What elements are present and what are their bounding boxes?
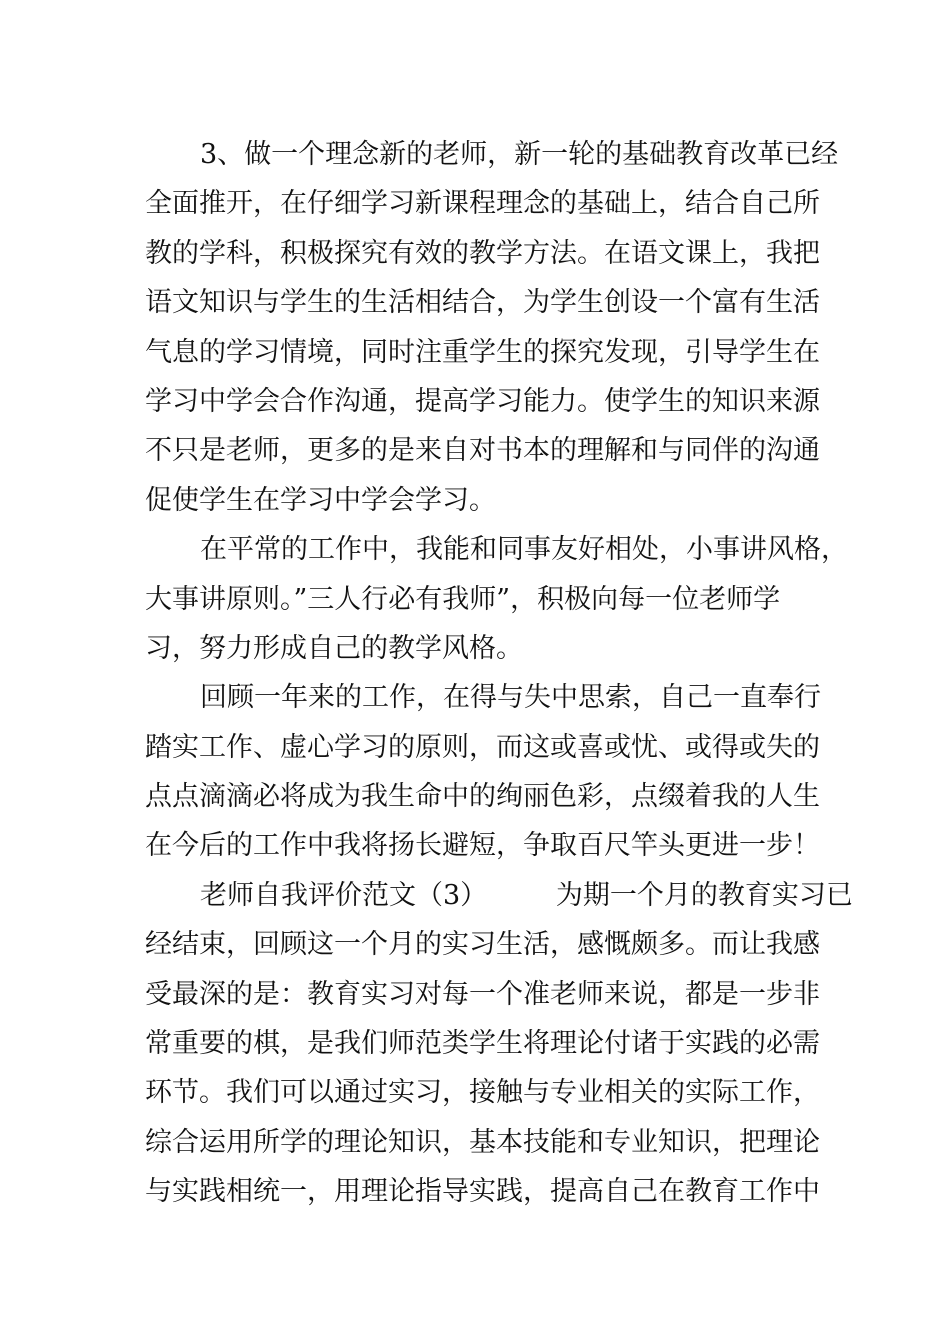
text-line: 教的学科，积极探究有效的教学方法。在语文课上，我把 xyxy=(145,237,820,269)
paragraph xyxy=(145,130,839,525)
document-body xyxy=(145,130,853,1217)
text-line: 3、做一个理念新的老师，新一轮的基础教育改革已经 xyxy=(200,139,839,170)
text-line: 在平常的工作中，我能和同事友好相处，小事讲风格， xyxy=(200,534,848,566)
text-line: 全面推开，在仔细学习新课程理念的基础上，结合自己所 xyxy=(145,188,820,220)
text-line: 习，努力形成自己的教学风格。 xyxy=(145,632,523,664)
text-line: 促使学生在学习中学会学习。 xyxy=(145,484,496,516)
text-line: 语文知识与学生的生活相结合，为学生创设一个富有生活 xyxy=(145,287,820,319)
text-line: 回顾一年来的工作，在得与失中思索，自己一直奉行 xyxy=(200,682,821,714)
text-line: 受最深的是：教育实习对每一个准老师来说，都是一步非 xyxy=(145,978,820,1010)
text-line: 在今后的工作中我将扬长避短，争取百尺竿头更进一步！ xyxy=(145,830,820,862)
text-line: 不只是老师，更多的是来自对书本的理解和与同伴的沟通 xyxy=(145,435,820,467)
text-line: 综合运用所学的理论知识，基本技能和专业知识，把理论 xyxy=(145,1126,820,1158)
text-line: 经结束，回顾这一个月的实习生活，感慨颇多。而让我感 xyxy=(145,929,820,961)
paragraph xyxy=(145,525,848,673)
text-line: 环节。我们可以通过实习，接触与专业相关的实际工作， xyxy=(145,1077,820,1109)
text-line: 学习中学会合作沟通，提高学习能力。使学生的知识来源 xyxy=(145,385,820,417)
text-line: 踏实工作、虚心学习的原则，而这或喜或忧、或得或失的 xyxy=(145,731,820,763)
text-line: 气息的学习情境，同时注重学生的探究发现，引导学生在 xyxy=(145,336,820,368)
text-line: 大事讲原则。”三人行必有我师”，积极向每一位老师学 xyxy=(145,583,781,615)
text-line: 与实践相统一，用理论指导实践，提高自己在教育工作中 xyxy=(145,1176,820,1208)
text-line: 点点滴滴必将成为我生命中的绚丽色彩，点缀着我的人生 xyxy=(145,781,820,813)
text-line: 老师自我评价范文（3） 为期一个月的教育实习已 xyxy=(200,879,853,911)
text-line: 常重要的棋，是我们师范类学生将理论付诸于实践的必需 xyxy=(145,1028,820,1060)
paragraph xyxy=(145,673,825,871)
paragraph xyxy=(145,871,853,1217)
